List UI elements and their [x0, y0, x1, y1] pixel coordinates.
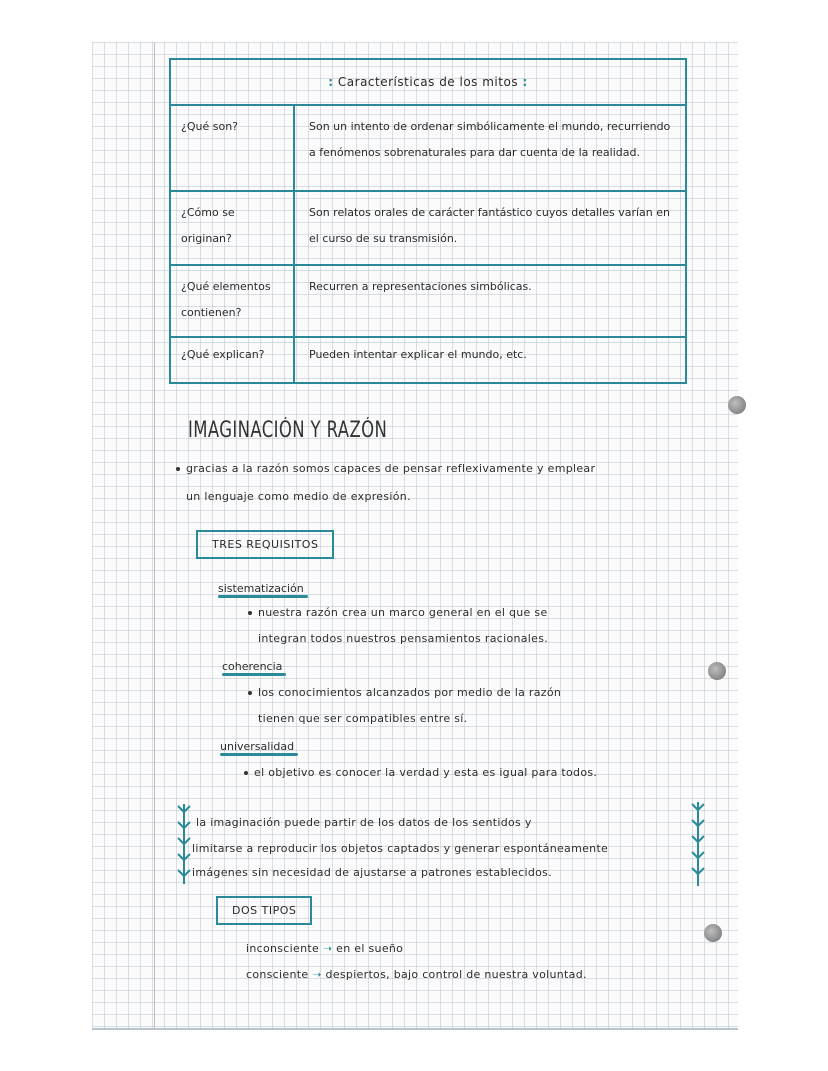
arrow-right-icon: ➝: [312, 968, 322, 981]
underline: [222, 673, 286, 676]
table-answer: Son un intento de ordenar simbólicamente el mundo, recurriendo a fenómenos sobrenaturales para dar cuenta de la realidad.: [309, 120, 671, 159]
bullet-icon: [244, 771, 248, 775]
punch-hole: [704, 924, 722, 942]
intro-text: gracias a la razón somos capaces de pensar reflexivamente y emplear: [186, 462, 596, 475]
imaginacion-line: la imaginación puede partir de los datos de los sentidos y: [196, 816, 532, 829]
myths-table: [169, 58, 687, 384]
table-row: [171, 264, 685, 336]
requisito-title-text: universalidad: [220, 740, 295, 753]
requisito-title: [222, 660, 282, 673]
requisito-text: los conocimientos alcanzados por medio de la razón: [258, 686, 562, 699]
vine-decoration-icon: [176, 802, 192, 886]
section-heading: IMAGINACIÓN Y RAZÓN: [188, 418, 388, 443]
tipos-label: DOS TIPOS: [216, 896, 312, 925]
punch-hole: [708, 662, 726, 680]
bullet-icon: [176, 467, 180, 471]
table-title: : Características de los mitos :: [328, 75, 528, 89]
bullet-icon: [248, 611, 252, 615]
requisito-line: integran todos nuestros pensamientos racionales.: [258, 632, 549, 645]
bullet-icon: [248, 691, 252, 695]
underline: [218, 595, 308, 598]
table-question: ¿Cómo se originan?: [171, 192, 295, 264]
imaginacion-line: imágenes sin necesidad de ajustarse a patrones establecidos.: [192, 866, 552, 879]
table-answer: Recurren a representaciones simbólicas.: [309, 280, 532, 293]
table-answer: Pueden intentar explicar el mundo, etc.: [309, 348, 527, 361]
requisito-title: [220, 740, 294, 753]
tipo-desc: en el sueño: [336, 942, 404, 955]
table-question: ¿Qué son?: [171, 106, 295, 190]
underline: [220, 753, 298, 756]
table-row: [171, 104, 685, 190]
imaginacion-line: limitarse a reproducir los objetos captados y generar espontáneamente: [192, 842, 609, 855]
table-row: [171, 336, 685, 382]
requisito-text: el objetivo es conocer la verdad y esta es igual para todos.: [254, 766, 598, 779]
requisito-line: [248, 606, 548, 619]
requisito-line: tienen que ser compatibles entre sí.: [258, 712, 468, 725]
requisito-title-text: sistematización: [218, 582, 304, 595]
intro-line: [176, 462, 595, 475]
arrow-right-icon: ➝: [322, 942, 333, 955]
tipo-name: inconsciente: [246, 942, 320, 955]
requisito-line: [248, 686, 561, 699]
punch-hole: [728, 396, 746, 414]
requisito-line: [244, 766, 597, 779]
tipo-name: consciente: [246, 968, 309, 981]
vine-decoration-icon: [690, 800, 706, 888]
tipo-line: [246, 968, 587, 981]
requisitos-label: TRES REQUISITOS: [196, 530, 334, 559]
table-answer: Son relatos orales de carácter fantástico cuyos detalles varían en el curso de su transmisión.: [309, 206, 670, 245]
tipo-desc: despiertos, bajo control de nuestra voluntad.: [325, 968, 587, 981]
requisito-title: [218, 582, 304, 595]
table-title-text: Características de los mitos: [337, 75, 519, 89]
requisito-text: nuestra razón crea un marco general en el que se: [258, 606, 548, 619]
requisito-title-text: coherencia: [222, 660, 283, 673]
intro-line: un lenguaje como medio de expresión.: [186, 490, 411, 503]
table-row: [171, 190, 685, 264]
margin-line: [154, 42, 155, 1028]
tipo-line: [246, 942, 403, 955]
table-question: ¿Qué elementos contienen?: [171, 266, 295, 336]
table-question: ¿Qué explican?: [171, 338, 295, 382]
